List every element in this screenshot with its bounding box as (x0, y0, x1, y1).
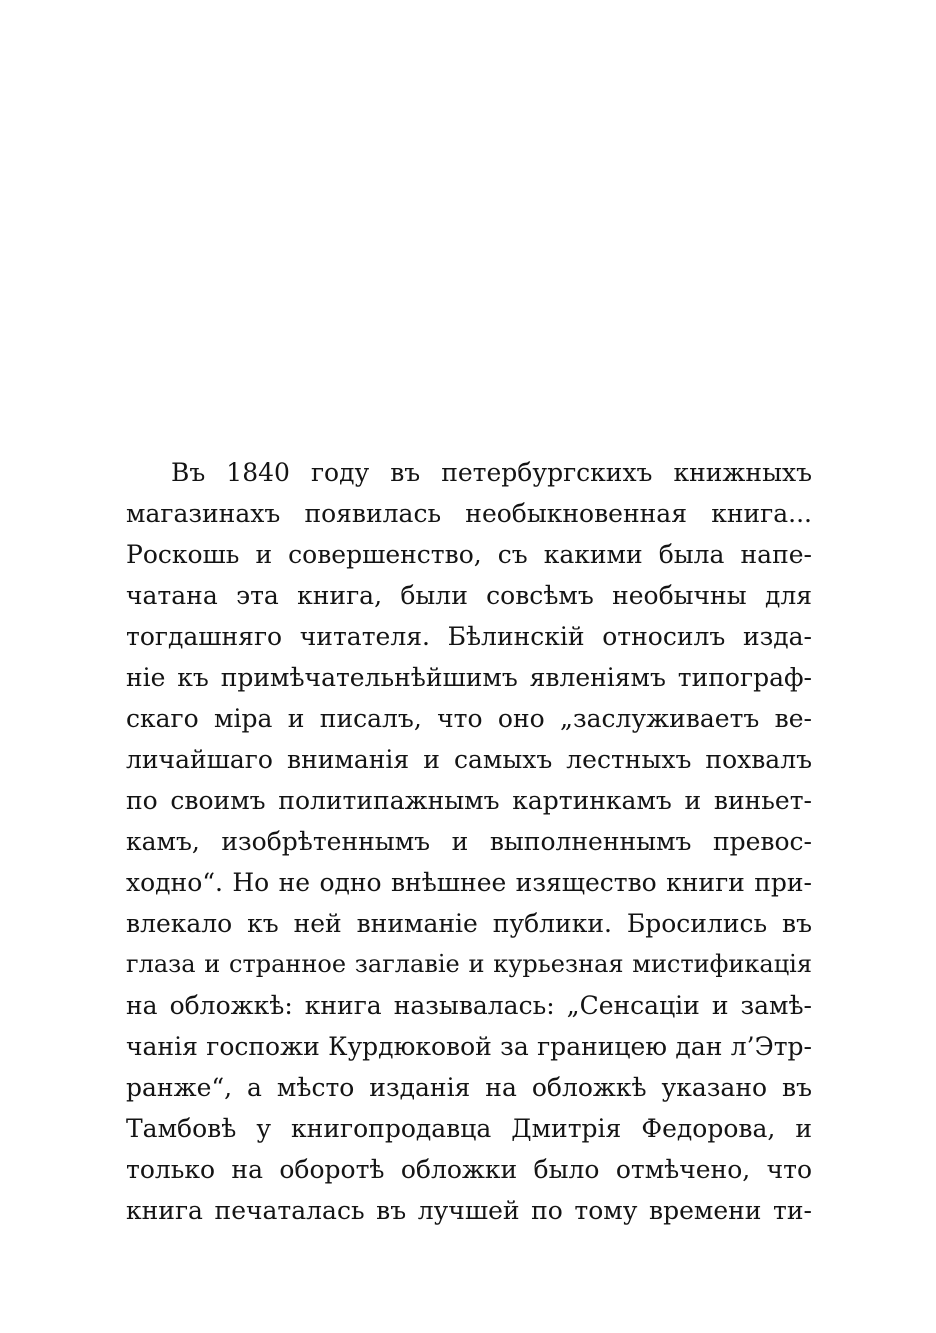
text-line: только на оборотѣ обложки было отмѣчено, что (126, 1155, 812, 1184)
text-line: Роскошь и совершенство, съ какими была напе- (126, 540, 812, 569)
text-line: магазинахъ появилась необыкновенная книга... (126, 499, 812, 528)
text-line: глаза и странное заглавіе и курьезная мистификація (126, 950, 812, 978)
text-line: личайшаго вниманія и самыхъ лестныхъ похвалъ (126, 745, 812, 774)
text-line: камъ, изобрѣтеннымъ и выполненнымъ превос- (126, 827, 812, 856)
text-line: на обложкѣ: книга называлась: „Сенсаціи и замѣ- (126, 991, 812, 1020)
text-line: Въ 1840 году въ петербургскихъ книжныхъ (171, 458, 812, 487)
text-line: ранже“, а мѣсто изданія на обложкѣ указано въ (126, 1073, 812, 1102)
text-line: тогдашняго читателя. Бѣлинскій относилъ изда- (126, 622, 812, 651)
body-paragraph (126, 452, 812, 1231)
text-line: по своимъ политипажнымъ картинкамъ и виньет- (126, 786, 812, 815)
text-line: влекало къ ней вниманіе публики. Бросились въ (126, 909, 812, 938)
text-line: чатана эта книга, были совсѣмъ необычны для (126, 581, 812, 610)
text-line: книга печаталась въ лучшей по тому времени ти- (126, 1196, 812, 1225)
text-line: Тамбовѣ у книгопродавца Дмитрія Федорова, и (126, 1114, 812, 1143)
text-line: скаго міра и писалъ, что оно „заслуживаетъ ве- (126, 704, 812, 733)
text-line: ніе къ примѣчательнѣйшимъ явленіямъ типограф- (126, 663, 812, 692)
text-line: чанія госпожи Курдюковой за границею дан л’Этр- (126, 1032, 812, 1061)
text-line: ходно“. Но не одно внѣшнее изящество книги при- (126, 868, 812, 897)
